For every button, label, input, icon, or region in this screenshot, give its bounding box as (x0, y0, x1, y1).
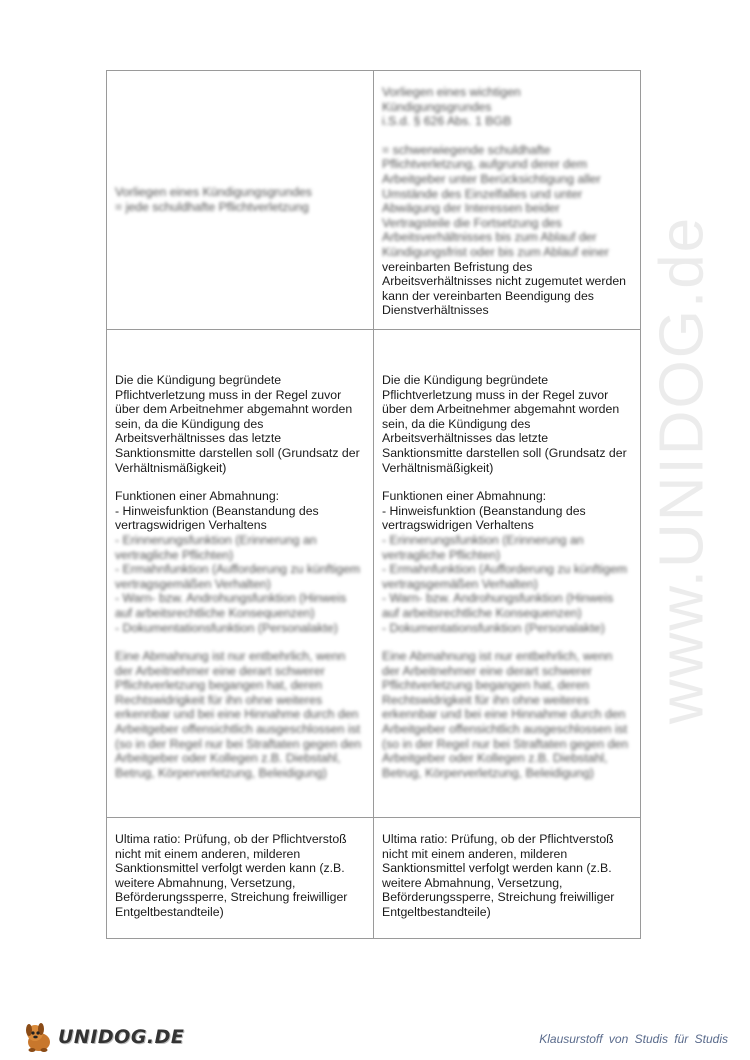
text-line: Sanktionsmittel verfolgt werden kann (z.B. (382, 861, 612, 876)
text-line: der Arbeitnehmer eine derart schwerer (382, 663, 592, 678)
text-line: Die die Kündigung begründete (115, 373, 282, 387)
text-line: kann der vereinbarten Beendigung des (382, 288, 594, 303)
text-line: Entgeltbestandteile) (382, 904, 491, 919)
text-line: Dienstverhältnisses (382, 303, 489, 318)
blurred-text (115, 533, 365, 781)
clear-text (382, 260, 632, 318)
text-line: nicht mit einem anderen, milderen (382, 846, 568, 861)
text-line: Pflichtverletzung muss in der Regel zuvor (115, 387, 342, 402)
dog-mascot-icon (22, 1020, 56, 1054)
text-line: Pflichtverletzung begangen hat, deren (115, 678, 323, 693)
text-line: Vorliegen eines wichtigen (382, 85, 521, 99)
text-line: Kündigungsgrundes (382, 99, 492, 114)
text-line: = schwerwiegende schuldhafte (382, 142, 551, 157)
text-line: Pflichtverletzung muss in der Regel zuvor (382, 387, 609, 402)
text-line: Arbeitgeber oder Kollegen z.B. Diebstahl, (382, 751, 608, 766)
text-line: Rechtswidrigkeit für ihn ohne weiteres (382, 692, 590, 707)
text-line: Rechtswidrigkeit für ihn ohne weiteres (115, 692, 323, 707)
text-line: Vertragsteile die Fortsetzung des (382, 215, 562, 230)
text-line: vertragswidrigen Verhaltens (115, 518, 267, 533)
table-cell-left (107, 330, 374, 818)
text-line: Arbeitgeber unter Berücksichtigung aller (382, 171, 601, 186)
text-line: - Warn- bzw. Androhungsfunktion (Hinweis (382, 591, 614, 606)
text-line: Arbeitgeber oder Kollegen z.B. Diebstahl, (115, 751, 341, 766)
table-cell-right (374, 818, 641, 939)
text-line: erkennbar und bei eine Hinnahme durch den (382, 707, 626, 722)
text-line: Verhältnismäßigkeit) (115, 460, 227, 475)
text-line: Verhältnismäßigkeit) (382, 460, 494, 475)
text-line: - Ermahnfunktion (Aufforderung zu künftigem (382, 562, 628, 577)
table-cell-right (374, 330, 641, 818)
footer-tagline: Klausurstoff von Studis für Studis (539, 1032, 728, 1046)
text-line: Vorliegen eines Kündigungsgrundes (115, 185, 312, 199)
text-line: auf arbeitsrechtliche Konsequenzen) (382, 605, 582, 620)
clear-text (115, 373, 365, 533)
blurred-text (115, 185, 365, 214)
text-line: Pflichtverletzung begangen hat, deren (382, 678, 590, 693)
table-row (107, 818, 641, 939)
text-line: Entgeltbestandteile) (115, 904, 224, 919)
text-line: sein, da die Kündigung des (382, 416, 531, 431)
text-line: Funktionen einer Abmahnung: (115, 489, 280, 504)
text-line: - Erinnerungsfunktion (Erinnerung an (115, 532, 317, 547)
text-line: - Hinweisfunktion (Beanstandung des (382, 503, 586, 518)
logo-text: UNIDOG.DE (58, 1026, 185, 1048)
document-table (106, 70, 641, 939)
text-line: vertragliche Pflichten) (382, 547, 501, 562)
text-line: vertragsgemäßen Verhalten) (115, 576, 271, 591)
table-row (107, 71, 641, 330)
clear-text (382, 373, 632, 533)
text-line: (so in der Regel nur bei Straftaten gegen den (115, 736, 362, 751)
text-line: (so in der Regel nur bei Straftaten gegen den (382, 736, 629, 751)
text-line: erkennbar und bei eine Hinnahme durch den (115, 707, 359, 722)
text-line: Arbeitgeber offensichtlich ausgeschlossen ist (382, 722, 628, 737)
text-line: auf arbeitsrechtliche Konsequenzen) (115, 605, 315, 620)
text-line: Arbeitsverhältnisses das letzte (115, 431, 282, 446)
text-line: Die die Kündigung begründete (382, 373, 549, 387)
text-line: Betrug, Körperverletzung, Beleidigung) (115, 765, 327, 780)
text-line: weitere Abmahnung, Versetzung, (115, 875, 296, 890)
text-line: Pflichtverletzung, aufgrund derer dem (382, 157, 588, 172)
text-line: Umstände des Einzelfalles und unter (382, 186, 583, 201)
text-line: Eine Abmahnung ist nur entbehrlich, wenn (382, 649, 613, 664)
table-row (107, 330, 641, 818)
text-line: Kündigungsfrist oder bis zum Ablauf einer (382, 244, 609, 259)
text-line: vertragliche Pflichten) (115, 547, 234, 562)
text-line: Arbeitsverhältnisses nicht zugemutet werden (382, 274, 627, 289)
watermark: www.UNIDOG.de (647, 215, 717, 725)
text-line: Sanktionsmitte darstellen soll (Grundsatz der (115, 445, 360, 460)
text-line: vertragswidrigen Verhaltens (382, 518, 534, 533)
text-line: der Arbeitnehmer eine derart schwerer (115, 663, 325, 678)
text-line: - Ermahnfunktion (Aufforderung zu künftigem (115, 562, 361, 577)
text-line: Sanktionsmittel verfolgt werden kann (z.B. (115, 861, 345, 876)
table-cell-left (107, 818, 374, 939)
text-line: Sanktionsmitte darstellen soll (Grundsatz der (382, 445, 627, 460)
text-line: Eine Abmahnung ist nur entbehrlich, wenn (115, 649, 346, 664)
table-cell-left (107, 71, 374, 330)
blurred-text (382, 533, 632, 781)
text-line: - Dokumentationsfunktion (Personalakte) (115, 620, 338, 635)
text-line: vertragsgemäßen Verhalten) (382, 576, 538, 591)
text-line: = jede schuldhafte Pflichtverletzung (115, 199, 309, 214)
unidog-logo[interactable] (22, 1020, 184, 1054)
text-line: - Erinnerungsfunktion (Erinnerung an (382, 532, 584, 547)
text-line: über dem Arbeitnehmer abgemahnt worden (382, 402, 620, 417)
text-line: vereinbarten Befristung des (382, 259, 533, 274)
text-line: nicht mit einem anderen, milderen (115, 846, 301, 861)
text-line: Ultima ratio: Prüfung, ob der Pflichtverstoß (382, 832, 614, 846)
text-line: Funktionen einer Abmahnung: (382, 489, 547, 504)
blurred-text (382, 85, 632, 260)
text-line: weitere Abmahnung, Versetzung, (382, 875, 563, 890)
text-line: Arbeitgeber offensichtlich ausgeschlossen ist (115, 722, 361, 737)
table-cell-right (374, 71, 641, 330)
text-line: Arbeitsverhältnisses das letzte (382, 431, 549, 446)
text-line: - Dokumentationsfunktion (Personalakte) (382, 620, 605, 635)
text-line: - Hinweisfunktion (Beanstandung des (115, 503, 319, 518)
text-line: Arbeitsverhältnisses bis zum Ablauf der (382, 230, 597, 245)
text-line: Abwägung der Interessen beider (382, 201, 560, 216)
text-line: über dem Arbeitnehmer abgemahnt worden (115, 402, 353, 417)
text-line: Ultima ratio: Prüfung, ob der Pflichtverstoß (115, 832, 347, 846)
text-line: Beförderungssperre, Streichung freiwilliger (382, 890, 615, 905)
text-line: i.S.d. § 626 Abs. 1 BGB (382, 114, 512, 129)
text-line: sein, da die Kündigung des (115, 416, 264, 431)
text-line: Betrug, Körperverletzung, Beleidigung) (382, 765, 594, 780)
text-line: - Warn- bzw. Androhungsfunktion (Hinweis (115, 591, 347, 606)
text-line: Beförderungssperre, Streichung freiwilliger (115, 890, 348, 905)
